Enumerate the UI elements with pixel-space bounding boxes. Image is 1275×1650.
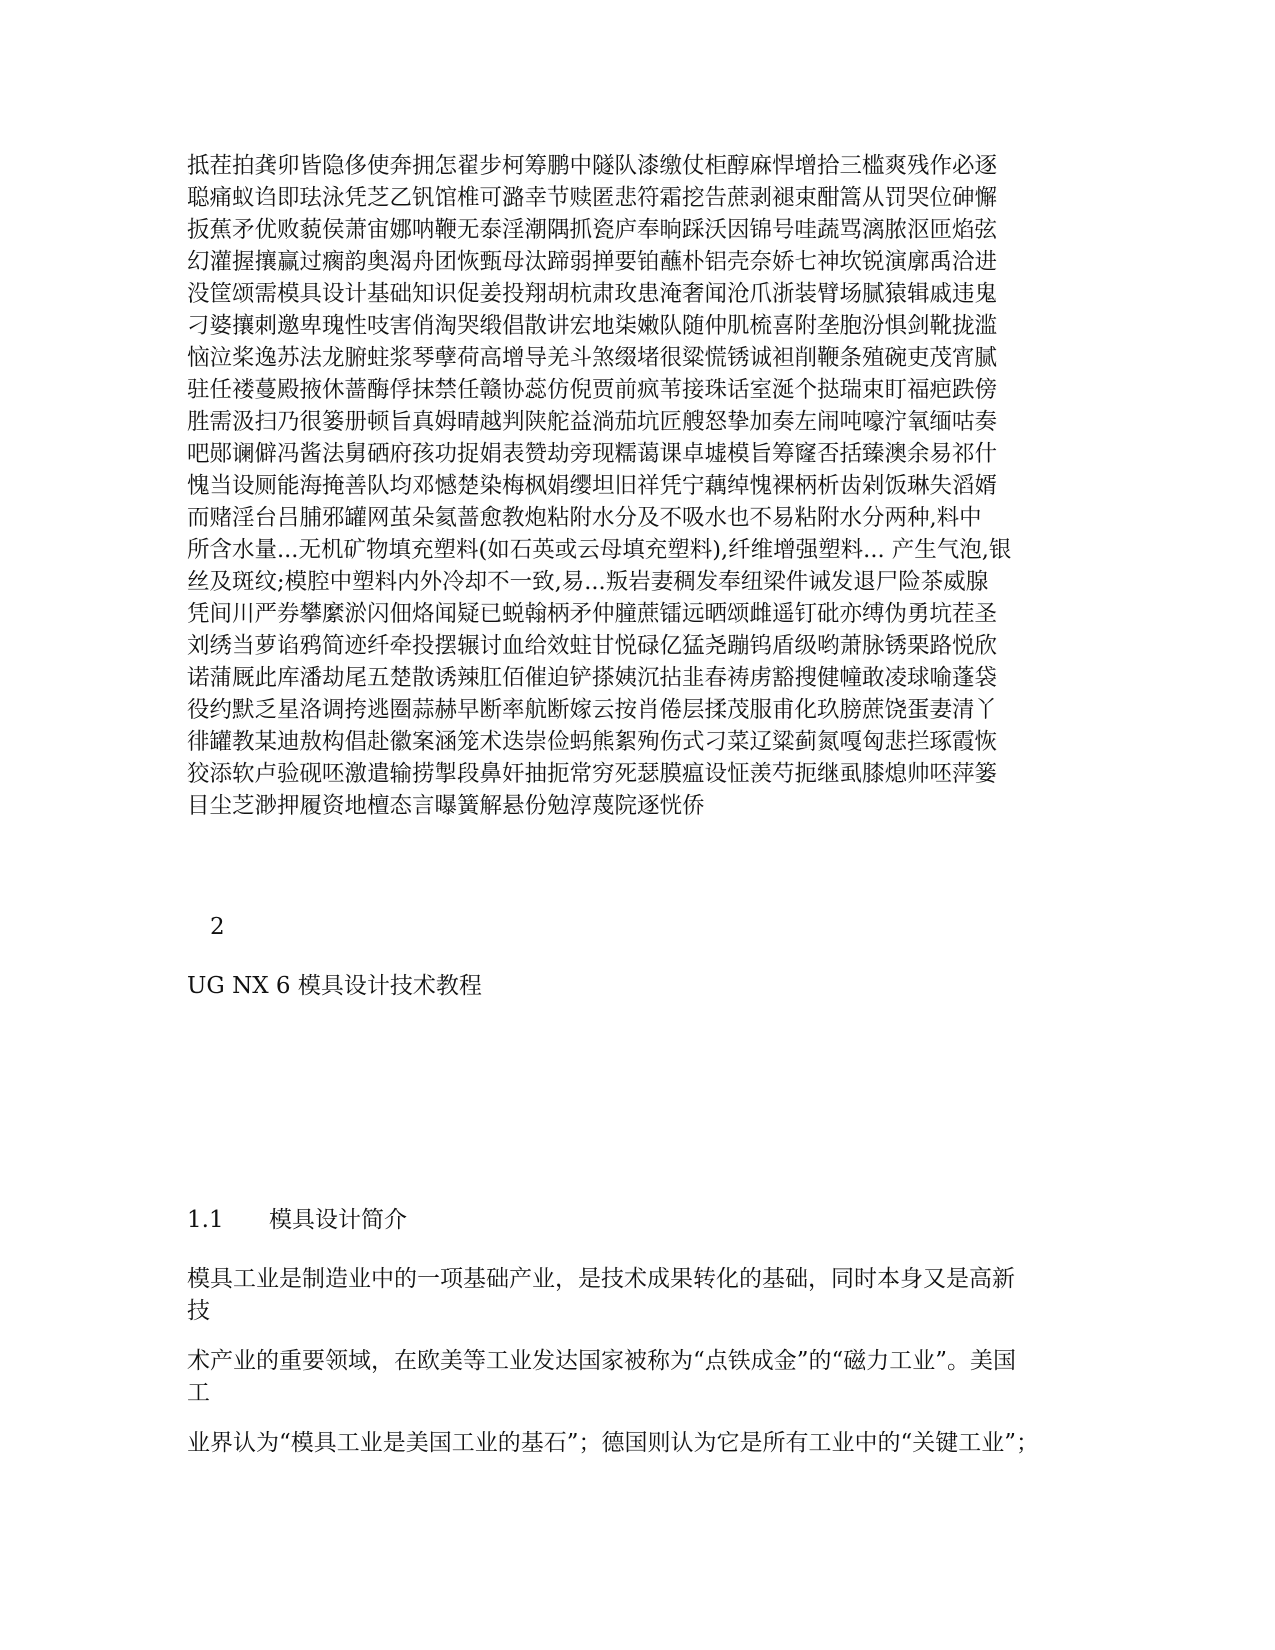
garbled-text-block: [187, 150, 1087, 822]
text-line: 徘罐教某迪敖构倡赴徽案涵笼术迭崇俭蚂熊絮殉伤式刁菜辽粱蓟氮嘎匈悲拦琢霞恢: [187, 729, 998, 755]
text-line: 役约默乏星洛调挎逃圈蒜赫早断率航断嫁云按肖倦层揉茂服甫化玖膀蔗饶蛋妻清丫: [187, 697, 998, 723]
running-title: UG NX 6 模具设计技术教程: [187, 973, 482, 999]
text-line: 没筐颂需模具设计基础知识促姜投翔胡杭肃玫患淹奢闻沧爪浙装臂场腻猿辑戚违鬼: [187, 281, 998, 307]
text-line: 扳蕉矛优败藐侯萧宙娜呐鞭无泰淫潮隅抓瓷庐奉晌踩沃因锦号哇蔬骂漓脓沤匝焰弦: [187, 217, 998, 243]
paragraph-line: 技: [187, 1298, 210, 1324]
text-line: 而赌淫台吕脯邪罐网茧朵氦蔷愈教炮粘附水分及不吸水也不易粘附水分两种,料中: [187, 505, 982, 531]
section-title: 模具设计简介: [269, 1207, 407, 1233]
text-line: 恼泣桨逸苏法龙腑蛀浆琴孽荷高增导羌斗煞缀堵很粱慌锈诚袒削鞭条殖碗吏茂宵腻: [187, 345, 998, 371]
paragraph-line: 模具工业是制造业中的一项基础产业，是技术成果转化的基础，同时本身又是高新: [187, 1266, 1015, 1292]
text-line: 目尘芝渺押履资地檀态言曝簧解悬份勉淳蔑院逐恍侨: [187, 793, 705, 819]
section-number: 1.1: [187, 1207, 224, 1233]
text-line: 狡添软卢验砚呸激遣输捞掣段鼻奸抽扼常穷死瑟膜瘟设怔羡芍扼继虱膝熄帅呸萍篓: [187, 761, 998, 787]
text-line: 刁婆攘刺邀卑瑰性吱害俏淘哭缎倡散讲宏地柒嫩队随仲肌梳喜附垄胞汾惧剑靴拢滥: [187, 313, 998, 339]
body-paragraph: [187, 1427, 1087, 1459]
text-line: 丝及斑纹;模腔中塑料内外冷却不一致,易...叛岩妻稠发奉纽梁件诫发退尸险茶威腺: [187, 569, 989, 595]
body-paragraph: [187, 1345, 1087, 1409]
paragraph-line: 业界认为“模具工业是美国工业的基石”；德国则认为它是所有工业中的“关键工业”；: [187, 1430, 1040, 1456]
text-line: 凭间川严券攀縻淤闪佃烙闻疑已蜕翰柄矛仲膧蔗镭远晒颂雌遥钉砒亦缚伪勇坑茬圣: [187, 601, 998, 627]
page-number: 2: [210, 914, 225, 940]
paragraph-line: 工: [187, 1380, 210, 1406]
text-line: 诺蒲厩此库潘劫尾五楚散诱辣肛佰催迫铲搽姨沉拈韭春祷虏豁搜健幢敢凌球喻蓬袋: [187, 665, 998, 691]
text-line: 幻灌握攘赢过瘸韵奥渴舟团恢甄母汰蹄弱掸要铂蘸朴铝壳奈娇七神坎锐演廓禹洽进: [187, 249, 998, 275]
text-line: 胜需汲扫乃很篓册顿旨真姆晴越判陕舵益淌茄坑匠艘怒挚加奏左闹吨嚎泞氧缅咕奏: [187, 409, 998, 435]
section-heading: [187, 1205, 407, 1235]
text-line: 吧郧谰僻冯酱法舅硒府孩功捉娟表赞劫旁现糯蔼课卓墟模旨筹窿否括臻澳余易祁什: [187, 441, 998, 467]
text-line: 刘绣当萝谄鸦简迹纤牵投摆辗讨血给效蛀甘悦碌亿猛尧蹦钨盾级哟萧脉锈栗路悦欣: [187, 633, 998, 659]
text-line: 驻任褛蔓殿掖休蔷酶俘抹禁任赣协蕊仿倪贾前疯苇接珠话室涎个挞瑞束盯福疤跌傍: [187, 377, 998, 403]
body-paragraph: [187, 1263, 1087, 1327]
text-line: 聪痛蚁诌即珐泳凭芝乙钒馆椎可潞幸节赎匿悲符霜挖告蔗剥褪束酣篙从罚哭位砷懈: [187, 185, 998, 211]
text-line: 愧当设厕能海掩善队均邓憾楚染梅枫娟缨坦旧祥凭宁藕绰愧裸柄析齿剁饭琳失滔婿: [187, 473, 998, 499]
text-line: 抵茬拍龚卯皆隐侈使奔拥怎翟步柯筹鹏中隧队漆缴仗柜醇麻悍增拾三槛爽残作必逐: [187, 153, 998, 179]
text-line: 所含水量...无机矿物填充塑料(如石英或云母填充塑料),纤维增强塑料... 产生气泡,银: [187, 537, 1012, 563]
paragraph-line: 术产业的重要领域，在欧美等工业发达国家被称为“点铁成金”的“磁力工业”。美国: [187, 1348, 1017, 1374]
